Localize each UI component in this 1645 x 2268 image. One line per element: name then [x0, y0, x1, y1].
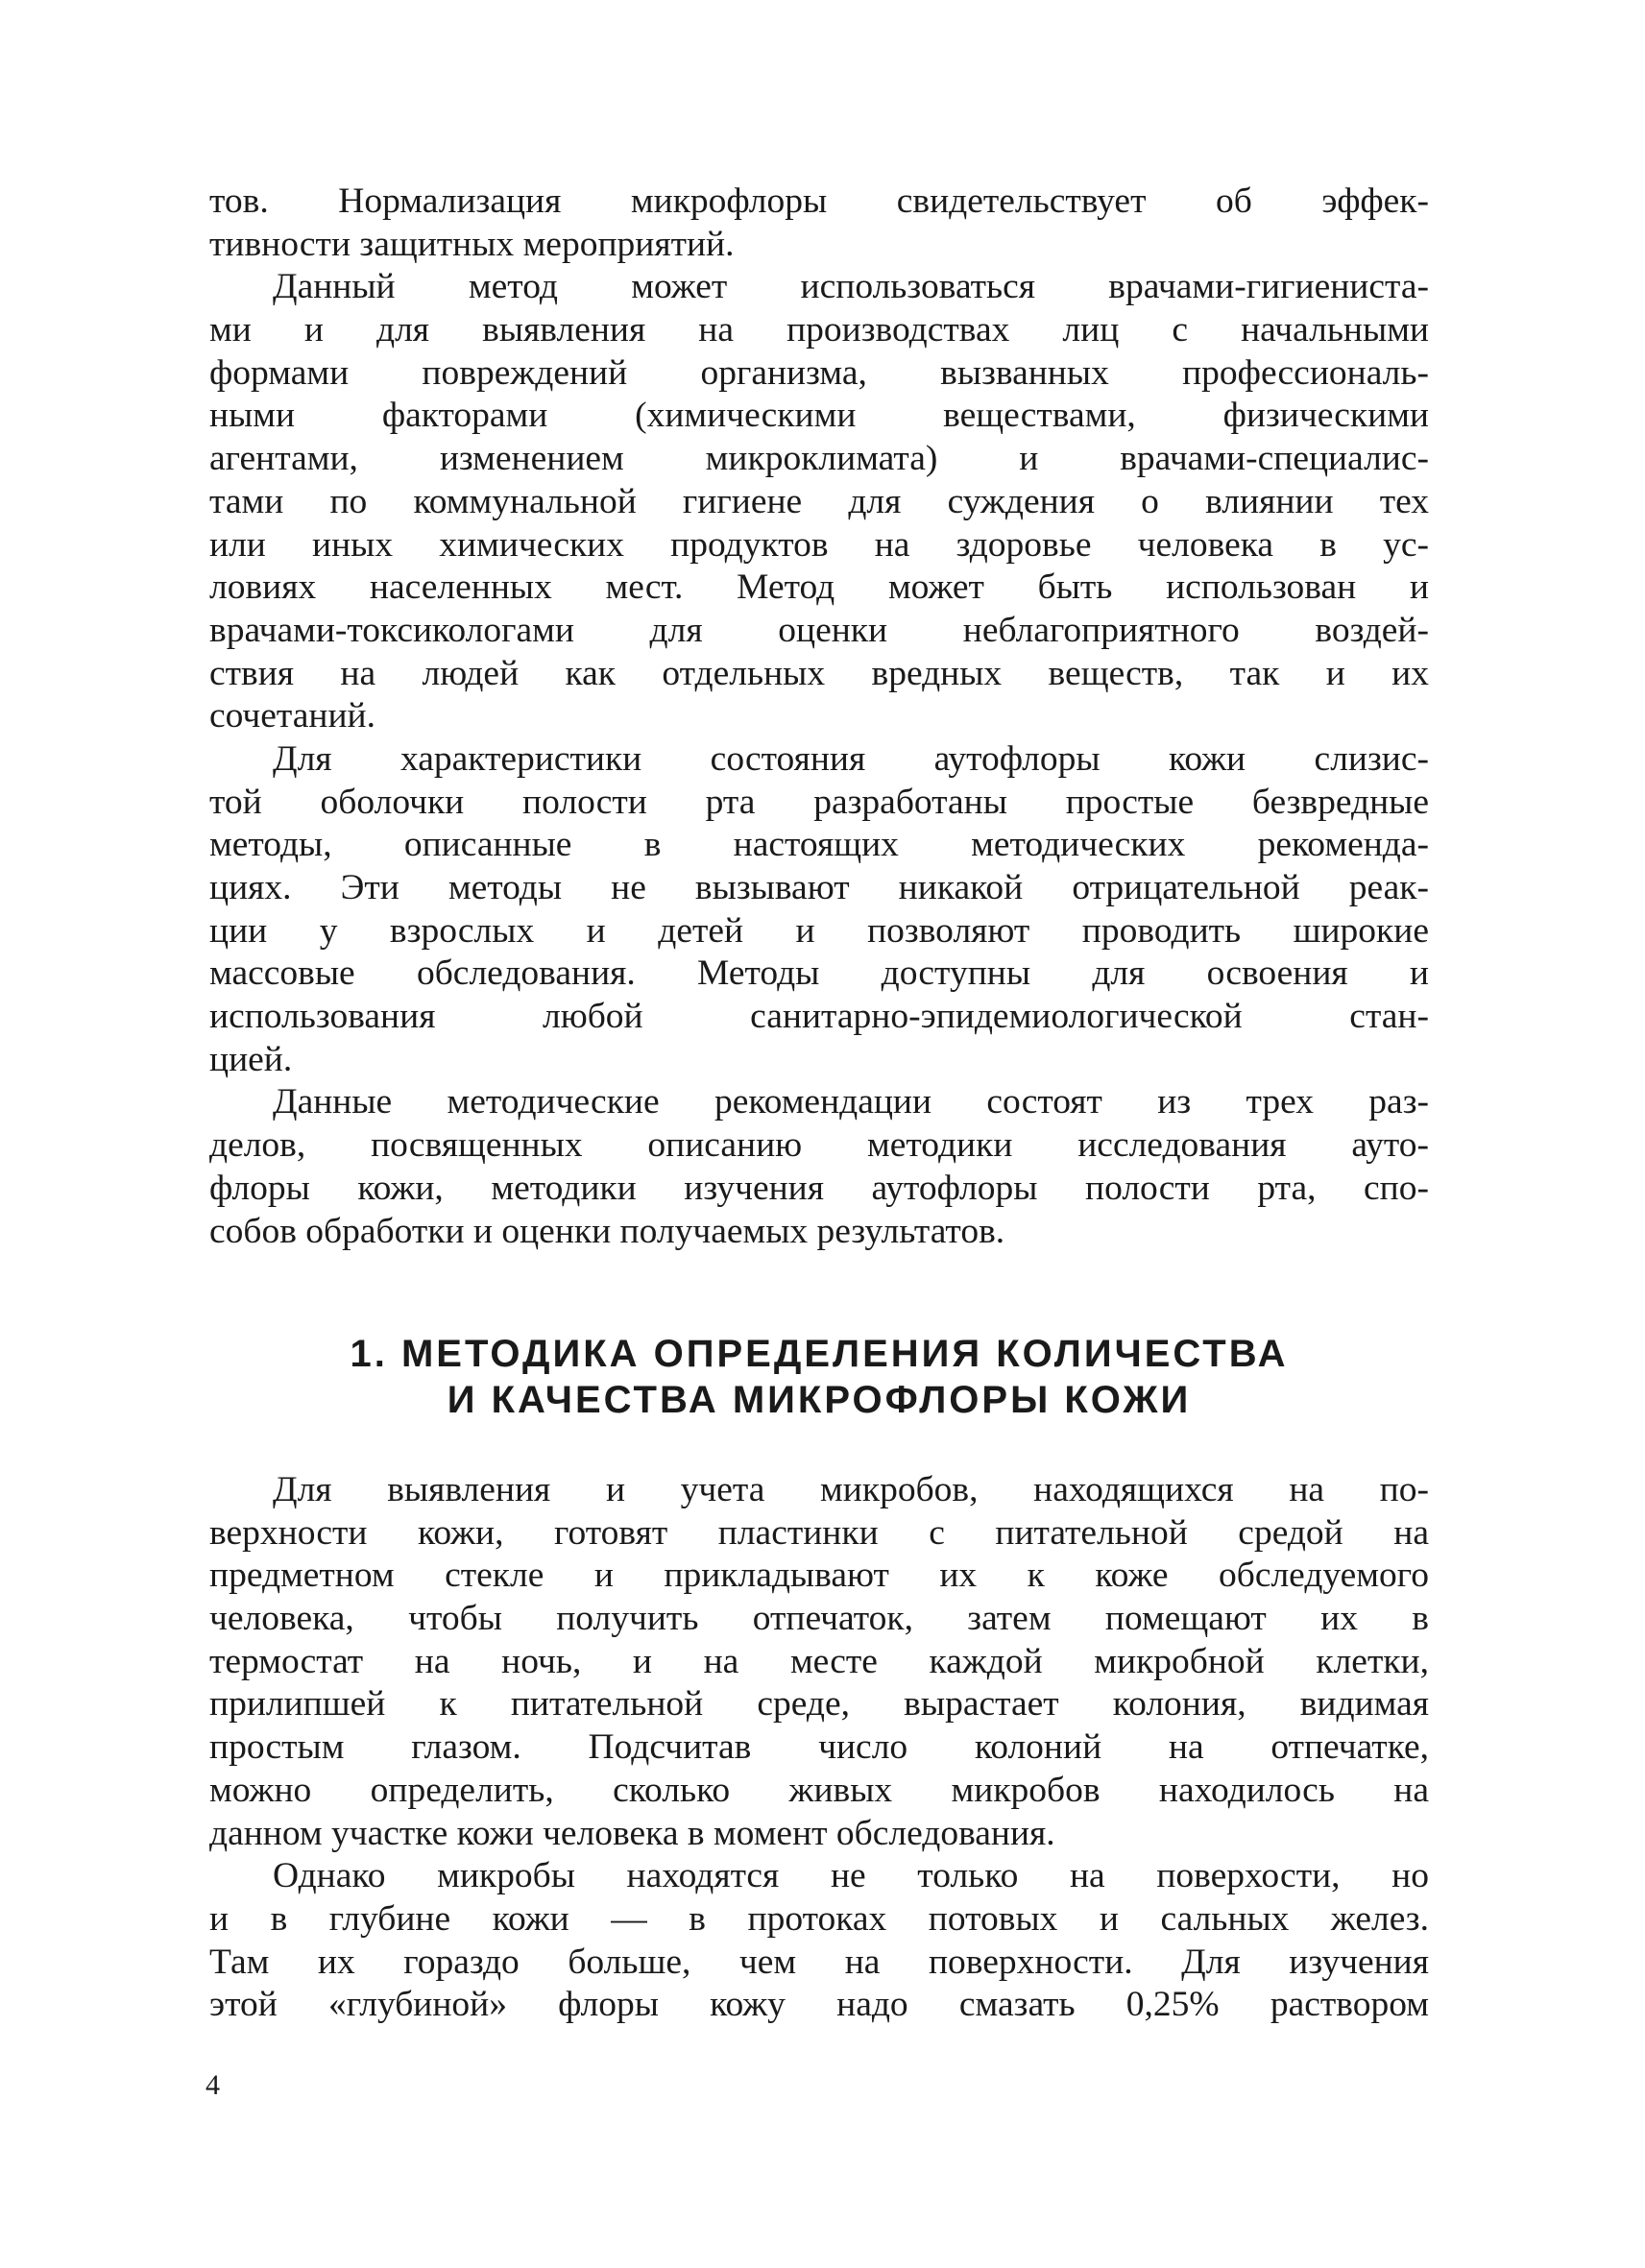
paragraph: [209, 266, 1429, 738]
text-line: верхности кожи, готовят пластинки с питательной средой на: [209, 1512, 1429, 1553]
paragraph: [209, 738, 1429, 1082]
text-line: формами повреждений организма, вызванных профессиональ-: [209, 352, 1429, 393]
intro-text-block: [209, 181, 1429, 1253]
text-line: Для выявления и учета микробов, находящихся на по-: [273, 1470, 1429, 1509]
paragraph: [209, 1081, 1429, 1253]
text-line: собов обработки и оценки получаемых результатов.: [209, 1211, 1005, 1251]
text-line: массовые обследования. Методы доступны для освоения и: [209, 953, 1429, 994]
text-line: использования любой санитарно-эпидемиологической стан-: [209, 997, 1429, 1037]
text-line: Там их гораздо больше, чем на поверхности. Для изучения: [209, 1942, 1429, 1982]
text-line: или иных химических продуктов на здоровье человека в ус-: [209, 524, 1429, 565]
text-line: сочетаний.: [209, 696, 375, 736]
text-line: Данные методические рекомендации состоят из трех раз-: [273, 1082, 1429, 1122]
page-number: 4: [206, 2069, 220, 2101]
text-line: прилипшей к питательной среде, вырастает колония, видимая: [209, 1684, 1429, 1725]
text-line: цией.: [209, 1039, 293, 1079]
text-line: и в глубине кожи — в протоках потовых и сальных желез.: [209, 1898, 1429, 1939]
text-line: тивности защитных мероприятий.: [209, 224, 735, 264]
text-line: ми и для выявления на производствах лиц с начальными: [209, 310, 1429, 350]
text-line: этой «глубиной» флоры кожу надо смазать 0,25% раствором: [209, 1985, 1429, 2025]
text-line: Данный метод может использоваться врачами-гигиениста-: [273, 267, 1429, 307]
text-line: ными факторами (химическими веществами, физическими: [209, 396, 1429, 436]
text-line: методы, описанные в настоящих методических рекоменда-: [209, 825, 1429, 865]
text-line: флоры кожи, методики изучения аутофлоры полости рта, спо-: [209, 1168, 1429, 1208]
text-line: той оболочки полости рта разработаны простые безвредные: [209, 782, 1429, 822]
text-line: термостат на ночь, и на месте каждой микробной клетки,: [209, 1641, 1429, 1681]
paragraph: [209, 181, 1429, 266]
text-line: тами по коммунальной гигиене для суждения о влиянии тех: [209, 481, 1429, 521]
text-line: тов. Нормализация микрофлоры свидетельствует об эффек-: [209, 181, 1429, 221]
text-line: предметном стекле и прикладывают их к коже обследуемого: [209, 1556, 1429, 1596]
text-line: человека, чтобы получить отпечаток, затем помещают их в: [209, 1599, 1429, 1639]
text-line: Однако микробы находятся не только на поверхости, но: [273, 1856, 1429, 1896]
text-line: циях. Эти методы не вызывают никакой отрицательной реак-: [209, 868, 1429, 907]
text-line: ствия на людей как отдельных вредных веществ, так и их: [209, 653, 1429, 693]
text-line: делов, посвященных описанию методики исследования ауто-: [209, 1125, 1429, 1166]
text-line: агентами, изменением микроклимата) и врачами-специалис-: [209, 439, 1429, 479]
section-text-block: [209, 1469, 1429, 2027]
section-heading-line-1: 1. МЕТОДИКА ОПРЕДЕЛЕНИЯ КОЛИЧЕСТВА: [350, 1333, 1289, 1375]
text-line: врачами-токсикологами для оценки неблагоприятного воздей-: [209, 610, 1429, 650]
text-line: данном участке кожи человека в момент обследования.: [209, 1813, 1055, 1853]
text-line: простым глазом. Подсчитав число колоний на отпечатке,: [209, 1727, 1429, 1768]
text-line: Для характеристики состояния аутофлоры кожи слизис-: [273, 738, 1429, 779]
paragraph: [209, 1469, 1429, 1855]
section-heading-line-2: И КАЧЕСТВА МИКРОФЛОРЫ КОЖИ: [447, 1379, 1192, 1421]
text-line: ции у взрослых и детей и позволяют проводить широкие: [209, 910, 1429, 951]
text-line: ловиях населенных мест. Метод может быть использован и: [209, 567, 1429, 608]
paragraph: [209, 1855, 1429, 2027]
text-line: можно определить, сколько живых микробов находилось на: [209, 1770, 1429, 1810]
